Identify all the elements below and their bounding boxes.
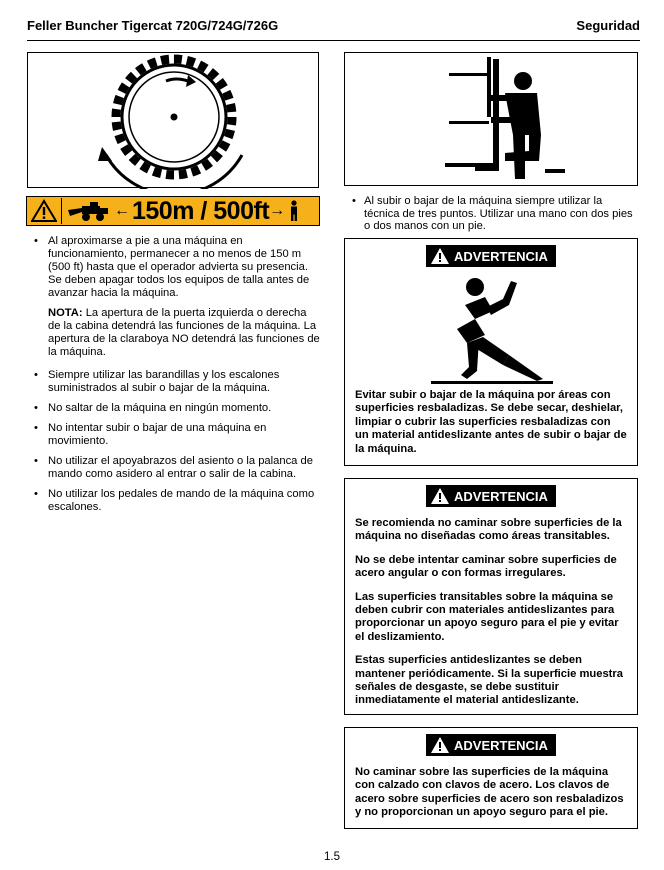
rotating-wheel-icon	[28, 53, 320, 189]
list-item: • No saltar de la máquina en ningún momento.	[30, 402, 320, 415]
distance-warning-banner	[26, 196, 320, 226]
climb-instruction	[352, 195, 638, 233]
warning-triangle-icon	[430, 487, 450, 505]
climbing-person-icon	[345, 53, 639, 187]
warning-header	[426, 734, 556, 756]
climbing-illustration	[344, 52, 638, 186]
right-arrow: →	[269, 202, 286, 219]
note	[30, 307, 320, 359]
climb-bullet: • Al subir o bajar de la máquina siempre utilizar la técnica de tres puntos. Utilizar una mano con dos pies o dos manos con un pie.	[352, 195, 638, 233]
warning-paragraph: No se debe intentar caminar sobre superficies de acero angular o con formas irregulares.	[355, 553, 617, 580]
wheel-illustration	[27, 52, 319, 188]
warning-text-1	[345, 389, 637, 466]
warning-paragraph: No caminar sobre las superficies de la máquina con calzado con clavos de acero. Los clavos de acero sobre superficies de acero son resbaladizos y no proporcionan un apoyo seguro para el pie.	[355, 766, 624, 819]
warning-triangle-icon	[430, 736, 450, 754]
approach-bullet: • Al aproximarse a pie a una máquina en funcionamiento, permanecer a no menos de 150 m (500 ft) hasta que el operador advierta su presencia. Se deben apagar todos los equipos de talla antes de avanzar hacia la máquina.	[30, 235, 320, 300]
warning-paragraph: Estas superficies antideslizantes se deben mantener periódicamente. Si la superficie muestra señales de desgaste, se debe sustituir inmediatamente el material antideslizante.	[355, 654, 623, 707]
list-item: • No intentar subir o bajar de una máquina en movimiento.	[30, 422, 320, 448]
list-item: • No utilizar los pedales de mando de la máquina como escalones.	[30, 488, 320, 514]
warning-paragraph: Se recomienda no caminar sobre superficies de la máquina no diseñadas como áreas transitables.	[355, 517, 622, 543]
list-item: • Siempre utilizar las barandillas y los escalones suministrados al subir o bajar de la máquina.	[30, 369, 320, 395]
header-rule	[27, 40, 640, 41]
feller-buncher-icon	[66, 200, 114, 222]
warning-text-3	[345, 766, 637, 830]
left-arrow: ←	[114, 202, 130, 219]
note-label: NOTA:	[48, 307, 83, 319]
warning-label: ADVERTENCIA	[454, 488, 548, 504]
warning-triangle-icon	[430, 247, 450, 265]
warning-label: ADVERTENCIA	[454, 248, 548, 264]
person-icon	[287, 200, 301, 222]
warning-label: ADVERTENCIA	[454, 737, 548, 753]
warning-header	[426, 245, 556, 267]
warning-box-slippery	[344, 238, 638, 466]
banner-divider	[61, 198, 62, 224]
warning-paragraph: Evitar subir o bajar de la máquina por áreas con superficies resbaladizas. Se debe secar, deshielar, limpiar o cubrir las superficies resbaladizas con un material antideslizante antes de subir o bajar de la máquina.	[355, 389, 627, 455]
document-title: Feller Buncher Tigercat 720G/724G/726G	[27, 18, 279, 33]
page-number: 1.5	[324, 851, 340, 863]
warning-triangle-icon	[31, 199, 57, 223]
warning-header	[426, 485, 556, 507]
list-item: • No utilizar el apoyabrazos del asiento o la palanca de mando como asidero al entrar o salir de la cabina.	[30, 455, 320, 481]
left-column-text	[30, 235, 320, 521]
warning-box-walkways	[344, 478, 638, 715]
slipping-person-icon	[427, 275, 557, 387]
note-text: La apertura de la puerta izquierda o derecha de la cabina detendrá las funciones de la máquina. La apertura de la claraboya NO detendrá las funciones de la máquina.	[48, 307, 320, 358]
warning-text-2	[345, 517, 637, 718]
distance-label: 150m / 500ft	[132, 196, 270, 225]
warning-box-steel-studs	[344, 727, 638, 829]
warning-paragraph: Las superficies transitables sobre la máquina se deben cubrir con materiales antideslizantes para proporcionar un apoyo seguro para el pie y evitar el deslizamiento.	[355, 590, 619, 643]
section-title: Seguridad	[576, 18, 640, 33]
